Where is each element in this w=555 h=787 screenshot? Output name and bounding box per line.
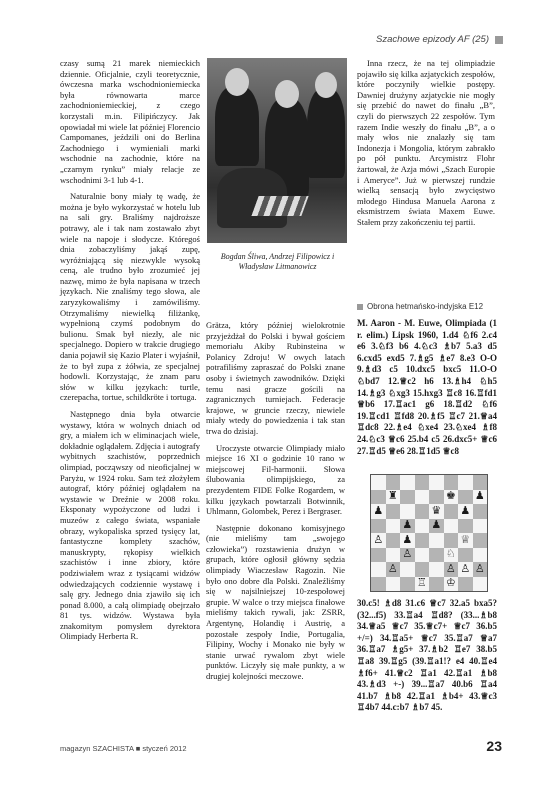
player-figure	[307, 88, 345, 178]
board-square	[429, 490, 444, 505]
player-face	[315, 72, 337, 98]
page-footer: magazyn SZACHISTA ■ styczeń 2012	[60, 744, 187, 753]
board-square	[415, 504, 430, 519]
page-number: 23	[486, 738, 502, 754]
board-square	[444, 504, 459, 519]
board-square	[415, 519, 430, 534]
board-square	[458, 577, 473, 592]
photo-caption: Bogdan Śliwa, Andrzej Filipowicz i Władysław Litmanowicz	[220, 252, 335, 271]
board-square: ♕	[458, 533, 473, 548]
board-square	[444, 519, 459, 534]
board-square: ♙	[458, 562, 473, 577]
board-square	[386, 504, 401, 519]
board-square	[415, 548, 430, 563]
board-square	[386, 475, 401, 490]
board-square	[444, 533, 459, 548]
running-header	[376, 34, 503, 45]
board-square	[429, 533, 444, 548]
opening-square-icon	[357, 304, 363, 310]
board-square	[458, 548, 473, 563]
board-square	[473, 548, 488, 563]
board-square: ♟	[429, 519, 444, 534]
board-square: ♛	[429, 504, 444, 519]
paragraph: Następnego dnia była otwarcie wystawy, która w wolnych dniach od gry, a miałem ich w eliminacjach wiele, dokładnie oglądałem. Zdjęcia i autografy wybitnych szachistów, poprzednich olimpiad, począwszy od nieoficjalnej w Paryżu, w 1924 roku. Sam też złożyłem autograf, który później oglądałem na wystawie w Dreźnie w 2008 roku. Eksponaty wypożyczone od ludzi i muzeów z całego świata, wspaniałe obrazy, wykopaliska sprzed tysięcy lat, fantastyczne komplety szachów, manuskrypty, rękopisy wielkich szachistów i inne zbiory, które podziwiałem wraz z tysiącami widzów odwiedzających codziennie wystawę i salę gry. Jednego dnia zjawiło się ich ponad 8.000, a całą olimpiadę obejrzało 81 tys. widzów. Wystawa była znakomitym pomysłem dyrektora Olimpiady Herberta R.	[60, 409, 200, 642]
board-square: ♙	[400, 548, 415, 563]
board-square: ♙	[386, 562, 401, 577]
paragraph: Grätza, który później wielokrotnie przyjeżdżał do Polski i bywał gościem memoriału Akiby Rubinsteina w Polanicy Zdroju! W owych latach potrafiliśmy zapraszać do Polski znane osoby i świetnych zawodników. Dzięki temu nasi gracze gościli na zagranicznych turniejach. Federacje krajowe, w gruncie rzeczy, niewiele miały wtedy do powiedzenia i tak stan trwa do dzisiaj.	[206, 320, 345, 436]
board-square: ♘	[444, 548, 459, 563]
paragraph: Uroczyste otwarcie Olimpiady miało miejsce 16 XI o godzinie 10 rano w miejscowej Fil-harmonii. Słowa ślubowania olimpijskiego, za prezydentem FIDE Folke Rogardem, w kilku językach powtarzali Botwinnik, Uhlmann, Golombek, Perez i Bergraser.	[206, 442, 345, 517]
board-square	[400, 475, 415, 490]
paragraph: Inna rzecz, że na tej olimpiadzie pojawiło się kilka azjatyckich zespołów, które poczyniły wielkie postępy. Dawniej drużyny azjatyckie nie mogły się przebić do nawet do finału „B”, czyli do pierwszych 22 zespołów. Tym razem Indie weszły do finału „B”, a o mały włos nie znalazły się tam Indonezja i Mongolia, którym zabrakło po pół punktu. Arcymistrz Flohr żartował, że Azja mówi „Szach Europie i Ameryce”. Już w pierwszej rundzie wielką sensacją było zwycięstwo młodego Hindusa Manuela Aarona z eksmistrzem świata Maxem Euwe. Stałem przy zakończeniu tej partii.	[357, 58, 495, 227]
board-square	[444, 475, 459, 490]
text-column-1	[60, 58, 200, 648]
board-square	[458, 475, 473, 490]
board-square	[371, 519, 386, 534]
board-square	[429, 475, 444, 490]
board-square	[429, 548, 444, 563]
board-square	[400, 562, 415, 577]
game-moves-continuation: 30.c5! ♗d8 31.c6 ♕c7 32.a5 bxa5? (32...f5) 33.♖a4 ♖d8? (33...♗b8 34.♕a5 ♕c7 35.♕c7+ ♕c7 36.b5 +/=) 34.♖a5+ ♕c7 35.♖a7 ♕a7 36.♖a7 ♗g5+ 37.♗b2 ♖e7 38.b5 ♖a8 39.♖g5 (39.♖a1!? e4 40.♖e4 ♗f6+ 41.♕c2 ♖a1 42.♖a1 ♗b8 43.♗d3 +-) 39...♖a7 40.b6 ♖a4 41.b7 ♗b8 42.♖a1 ♗b4+ 43.♕c3 ♖4b7 44.c:b7 ♗b7 45.	[357, 598, 497, 713]
player-figure	[215, 86, 259, 166]
board-square: ♟	[473, 490, 488, 505]
board-square	[473, 504, 488, 519]
paragraph: Naturalnie bony miały tę wadę, że można je było wykorzystać w hotelu lub na sali gry. Braliśmy najdroższe potrawy, ale i tak nam zostawało zbyt wiele na napoje i słodycze. Któregoś dnia zobaczyliśmy jakąś zupę, wyróżniającą się niezwykle wysoką ceną, ale trudno było zrozumieć jej nazwę, mimo że była napisana w trzech językach. Nie znaliśmy tego słowa, ale zaryzykowaliśmy i zamówiliśmy. Otrzymaliśmy niewielką filiżankę, wypełnioną czymś podobnym do bulionu. Smak był niezły, ale nic specjalnego. Dopiero w trakcie drugiego dania pojawił się Kazio Plater i wyjaśnił, że to był zupa z żółwia, ze specjalnej hodowli. Korzystając, że znam paru słów w kilku językach: turtle, czerepacha, tortue, schildkröte i tortuga.	[60, 191, 200, 403]
running-header-title: Szachowe epizody AF (25)	[375, 34, 489, 45]
paragraph: Następnie dokonano komisyjnego (nie mieliśmy tam „swojego człowieka”) rozstawienia drużyn w grupach, które ogłosił główny sędzia olimpiady Wiaczesław Ragozin. Nie było ono dobre dla Polski. Znaleźliśmy się w najsilniejszej 10-zespołowej grupie. W walce o trzy miejsca finałowe mieliśmy takich rywali, jak: ZSRR, Argentynę, Holandię i Austrię, a pozostałe zespoły Indie, Portugalia, Filipiny, Wochy i Monako nie były w stanie urwać rywalom zbyt wiele punktów. Liczyły się małe punkty, a w drugiej kolejności meczowe.	[206, 522, 345, 681]
board-square	[386, 548, 401, 563]
board-square: ♟	[400, 533, 415, 548]
board-square: ♟	[458, 504, 473, 519]
board-square	[371, 577, 386, 592]
board-square	[371, 562, 386, 577]
board-square	[400, 577, 415, 592]
board-square	[429, 562, 444, 577]
opening-label	[357, 302, 497, 311]
players-photo	[207, 58, 347, 243]
board-square	[415, 475, 430, 490]
board-square	[458, 519, 473, 534]
board-square	[400, 504, 415, 519]
board-square: ♟	[400, 519, 415, 534]
board-square	[386, 533, 401, 548]
board-square	[473, 577, 488, 592]
board-square	[473, 519, 488, 534]
board-square: ♟	[371, 504, 386, 519]
board-square: ♖	[415, 577, 430, 592]
board-square	[386, 577, 401, 592]
opening-name: Obrona hetmańsko-indyjska E12	[367, 302, 484, 311]
header-square-icon	[495, 36, 503, 44]
chess-diagram	[370, 474, 488, 592]
board-square	[473, 475, 488, 490]
board-square	[371, 490, 386, 505]
board-square	[386, 519, 401, 534]
board-square: ♙	[473, 562, 488, 577]
board-square	[400, 490, 415, 505]
text-column-2	[206, 320, 345, 688]
board-square	[371, 548, 386, 563]
board-square	[458, 490, 473, 505]
board-square	[371, 475, 386, 490]
board-square	[415, 562, 430, 577]
player-face	[275, 80, 299, 108]
board-square: ♙	[371, 533, 386, 548]
board-square: ♚	[444, 490, 459, 505]
player-face	[225, 68, 249, 96]
board-square	[415, 533, 430, 548]
paragraph: czasy sumą 21 marek niemieckich dziennie. Oficjalnie, czyli teoretycznie, ówczesna marka wschodnioniemiecka była równowarta marce zachodnioniemieckiej, z czego korzystali m.in. Filipińczycy. Jak opowiadał mi wiele lat później Florencio Campomanes, jeździli oni do Berlina Zachodniego i wymieniali marki wschodnie na zachodnie, które na „czarnym rynku” miały relacje ze wschodnimi 3-1 lub 4-1.	[60, 58, 200, 185]
board-square: ♔	[444, 577, 459, 592]
game-moves: M. Aaron - M. Euwe, Olimpiada (1 r. elim.) Lipsk 1960, 1.d4 ♘f6 2.c4 e6 3.♘f3 b6 4.♘c3 ♗b7 5.a3 d5 6.cxd5 exd5 7.♗g5 ♗e7 8.e3 O-O 9.♗d3 c5 10.dxc5 bxc5 11.O-O ♘bd7 12.♕c2 h6 13.♗h4 ♘h5 14.♗g3 ♘xg3 15.hxg3 ♖c8 16.♖fd1 ♕b6 17.♖ac1 g6 18.♖d2 ♘f6 19.♖cd1 ♖fd8 20.♗f5 ♖c7 21.♕a4 ♖dc8 22.♗e4 ♘xe4 23.♘xe4 ♗f8 24.♘c3 ♕c6 25.b4 c5 26.dxc5+ ♕c6 27.♖d5 ♕e6 28.♖1d5 ♕c8	[357, 318, 497, 456]
chessboard-in-photo	[251, 196, 308, 216]
text-column-3	[357, 58, 495, 234]
board-square: ♙	[444, 562, 459, 577]
board-square	[415, 490, 430, 505]
board-square	[473, 533, 488, 548]
board-square	[429, 577, 444, 592]
board-square: ♜	[386, 490, 401, 505]
